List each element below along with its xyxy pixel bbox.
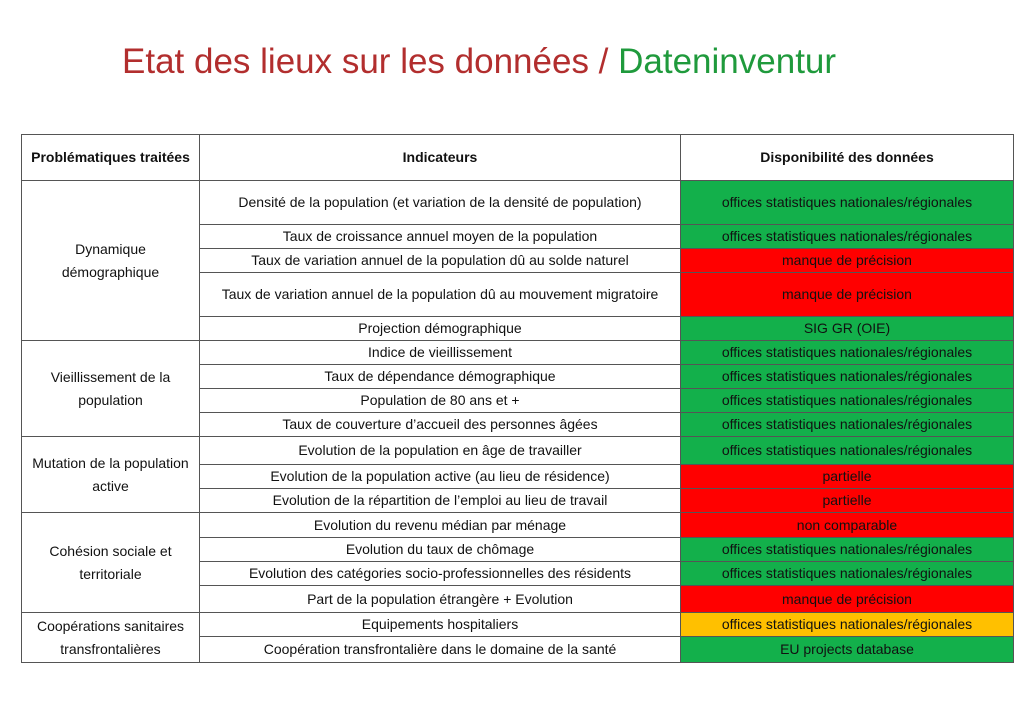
availability-cell: offices statistiques nationales/régionales <box>681 413 1014 437</box>
availability-cell: offices statistiques nationales/régionales <box>681 562 1014 586</box>
availability-cell: manque de précision <box>681 273 1014 317</box>
problem-cell: Mutation de la population active <box>22 437 200 513</box>
page-title <box>122 42 836 82</box>
table-row <box>22 341 1014 365</box>
availability-cell: offices statistiques nationales/régionales <box>681 365 1014 389</box>
indicator-cell: Indice de vieillissement <box>200 341 681 365</box>
availability-cell: partielle <box>681 465 1014 489</box>
indicator-cell: Evolution de la population en âge de travailler <box>200 437 681 465</box>
indicator-cell: Population de 80 ans et + <box>200 389 681 413</box>
availability-cell: offices statistiques nationales/régionales <box>681 225 1014 249</box>
indicator-cell: Coopération transfrontalière dans le domaine de la santé <box>200 637 681 663</box>
indicator-cell: Taux de couverture d’accueil des personnes âgées <box>200 413 681 437</box>
indicator-cell: Densité de la population (et variation de la densité de population) <box>200 181 681 225</box>
indicator-cell: Projection démographique <box>200 317 681 341</box>
problem-cell: Dynamique démographique <box>22 181 200 341</box>
table-row <box>22 181 1014 225</box>
indicator-cell: Evolution du taux de chômage <box>200 538 681 562</box>
table-header-row <box>22 135 1014 181</box>
availability-cell: offices statistiques nationales/régionales <box>681 181 1014 225</box>
availability-cell: partielle <box>681 489 1014 513</box>
indicator-cell: Taux de variation annuel de la population dû au mouvement migratoire <box>200 273 681 317</box>
column-header-disponibilite: Disponibilité des données <box>681 135 1014 181</box>
table-row <box>22 437 1014 465</box>
table-row <box>22 613 1014 637</box>
title-french: Etat des lieux sur les données / <box>122 42 619 81</box>
problem-cell: Cohésion sociale et territoriale <box>22 513 200 613</box>
availability-cell: offices statistiques nationales/régionales <box>681 613 1014 637</box>
availability-cell: manque de précision <box>681 586 1014 613</box>
indicator-cell: Part de la population étrangère + Evolution <box>200 586 681 613</box>
problem-cell: Vieillissement de la population <box>22 341 200 437</box>
indicator-cell: Evolution des catégories socio-professionnelles des résidents <box>200 562 681 586</box>
availability-cell: offices statistiques nationales/régionales <box>681 538 1014 562</box>
availability-cell: manque de précision <box>681 249 1014 273</box>
indicator-cell: Evolution du revenu médian par ménage <box>200 513 681 538</box>
data-inventory-table <box>21 134 1014 663</box>
title-german: Dateninventur <box>618 42 837 81</box>
availability-cell: non comparable <box>681 513 1014 538</box>
column-header-indicateurs: Indicateurs <box>200 135 681 181</box>
indicator-cell: Evolution de la population active (au lieu de résidence) <box>200 465 681 489</box>
availability-cell: offices statistiques nationales/régionales <box>681 341 1014 365</box>
indicator-cell: Evolution de la répartition de l’emploi au lieu de travail <box>200 489 681 513</box>
indicator-cell: Equipements hospitaliers <box>200 613 681 637</box>
indicator-cell: Taux de variation annuel de la population dû au solde naturel <box>200 249 681 273</box>
table-row <box>22 513 1014 538</box>
column-header-problematiques: Problématiques traitées <box>22 135 200 181</box>
availability-cell: offices statistiques nationales/régionales <box>681 389 1014 413</box>
availability-cell: offices statistiques nationales/régionales <box>681 437 1014 465</box>
availability-cell: EU projects database <box>681 637 1014 663</box>
table-body <box>22 181 1014 663</box>
indicator-cell: Taux de dépendance démographique <box>200 365 681 389</box>
availability-cell: SIG GR (OIE) <box>681 317 1014 341</box>
problem-cell: Coopérations sanitaires transfrontalières <box>22 613 200 663</box>
indicator-cell: Taux de croissance annuel moyen de la population <box>200 225 681 249</box>
